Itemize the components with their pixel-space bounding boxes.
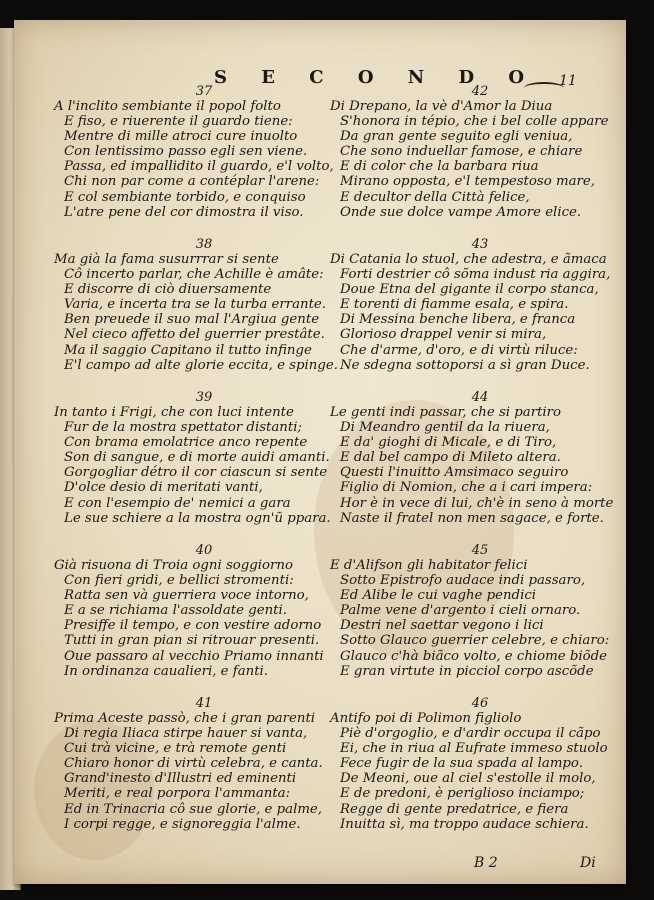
page-number: 11	[559, 73, 577, 89]
verse-line: In ordinanza caualieri, e fanti.	[64, 663, 269, 679]
verse-line: Chiaro honor di virtù celebra, e canta.	[64, 756, 323, 772]
verse-line: E'l campo ad alte glorie eccita, e spinge.	[64, 357, 338, 373]
verse-line: Varia, e incerta tra se la turba errante.	[64, 297, 327, 313]
verse-line: Con lentissimo passo egli sen viene.	[64, 144, 308, 160]
verse-line: E gran virtute in picciol corpo ascõde	[340, 663, 594, 679]
verse-line: E d'Alifson gli habitator felici	[330, 558, 528, 573]
stanza-number: 45	[471, 543, 489, 558]
verse-line: E da' gioghi di Micale, e di Tiro,	[340, 435, 557, 451]
verse-line: Son di sangue, e di morte auidi amanti.	[64, 450, 330, 466]
verse-line: Fur de la mostra spettator distanti;	[64, 420, 302, 436]
stanza-number: 39	[195, 390, 213, 405]
stanza-39	[54, 391, 354, 526]
verse-line: Forti destrier cô sõma indust ria aggira,	[340, 267, 611, 283]
verse-line: Ratta sen và guerriera voce intorno,	[64, 588, 309, 604]
verse-line: S'honora in tépio, che i bel colle appare	[340, 114, 609, 130]
gathering-signature: B 2	[474, 855, 498, 871]
verse-line: Naste il fratel non men sagace, e forte.	[340, 510, 604, 526]
verse-line: A l'inclito sembiante il popol folto	[54, 99, 281, 114]
verse-line: Sotto Epistrofo audace indi passaro,	[340, 573, 586, 589]
verse-line: Già risuona di Troia ogni soggiorno	[54, 558, 293, 573]
running-title: S E C O N D O	[214, 67, 539, 88]
verse-line: E torenti di fiamme esala, e spira.	[340, 297, 569, 313]
verse-line: Le sue schiere a la mostra ogn'ũ ppara.	[64, 510, 331, 526]
stanza-45	[330, 544, 630, 679]
verse-line: Nel cieco affetto del guerrier prestâte.	[64, 327, 325, 343]
verse-line: Ed in Trinacria cô sue glorie, e palme,	[64, 801, 323, 817]
verse-line: E dal bel campo di Mileto altera.	[340, 450, 561, 466]
verse-line: E discorre di ciò diuersamente	[64, 282, 272, 298]
verse-line: Grand'inesto d'Illustri ed eminenti	[64, 771, 297, 787]
stanza-number: 41	[195, 696, 213, 711]
stanza-38	[54, 238, 354, 373]
verse-line: Meriti, e real porpora l'ammanta:	[64, 786, 291, 802]
verse-line: Gorgogliar détro il cor ciascun si sente	[64, 465, 328, 481]
stanza-number: 40	[195, 543, 213, 558]
verse-line: E de predoni, è periglioso inciampo;	[340, 786, 585, 802]
verse-line: Chi non par come a contéplar l'arene:	[64, 174, 320, 190]
verse-line: Palme vene d'argento i cieli ornaro.	[340, 603, 581, 619]
verse-line: E fiso, e riuerente il guardo tiene:	[64, 114, 293, 130]
verse-line: Di regia Iliaca stirpe hauer si vanta,	[64, 726, 308, 742]
verse-line: Che d'arme, d'oro, e di virtù riluce:	[340, 342, 578, 358]
verse-line: Questi l'inuitto Amsimaco seguiro	[340, 465, 569, 481]
verse-line: Mentre di mille atroci cure inuolto	[64, 129, 298, 145]
catchword: Di	[580, 855, 596, 871]
verse-line: Mirano opposta, e'l tempestoso mare,	[340, 174, 595, 190]
verse-line: Ma già la fama susurrrar si sente	[54, 252, 279, 267]
verse-line: Ne sdegna sottoporsi a sì gran Duce.	[340, 357, 590, 373]
verse-line: De Meoni, oue al ciel s'estolle il molo,	[340, 771, 596, 787]
verse-line: L'atre pene del cor dimostra il viso.	[64, 204, 304, 220]
stanza-43	[330, 238, 630, 373]
verse-line: Tutti in gran pian si ritrouar presenti.	[64, 633, 320, 649]
stanza-number: 46	[471, 696, 489, 711]
verse-line: Le genti indi passar, che si partiro	[330, 405, 562, 420]
verse-line: Destri nel saettar vegono i lici	[340, 618, 544, 634]
verse-line: E a se richiama l'assoldate genti.	[64, 603, 287, 619]
verse-line: E di color che la barbara riua	[340, 159, 539, 175]
stanza-number: 42	[471, 84, 489, 99]
verse-line: Fece fugir de la sua spada al lampo.	[340, 756, 583, 772]
verse-line: Hor è in vece di lui, ch'è in seno à morte	[340, 495, 614, 511]
verse-line: Glorioso drappel venir si mira,	[340, 327, 547, 343]
verse-line: Inuitta sì, ma troppo audace schiera.	[340, 816, 589, 832]
stanza-46	[330, 697, 630, 832]
stanza-number: 37	[195, 84, 213, 99]
verse-line: Onde sue dolce vampe Amore elice.	[340, 204, 582, 220]
stanza-37	[54, 85, 354, 220]
verse-line: Di Drepano, la vè d'Amor la Diua	[330, 99, 553, 114]
verse-line: Cui trà vicine, e trà remote genti	[64, 741, 287, 757]
verse-line: Di Messina benche libera, e franca	[340, 312, 576, 328]
verse-line: Con fieri gridi, e bellici stromenti:	[64, 573, 294, 589]
stanza-number: 38	[195, 237, 213, 252]
verse-line: Di Catania lo stuol, che adestra, e ãmaca	[330, 252, 607, 267]
verse-line: Doue Etna del gigante il corpo stanca,	[340, 282, 599, 298]
verse-line: Da gran gente seguito egli veniua,	[340, 129, 573, 145]
verse-line: Regge di gente predatrice, e fiera	[340, 801, 569, 817]
stanza-number: 44	[471, 390, 489, 405]
verse-line: Presiffe il tempo, e con vestire adorno	[64, 618, 322, 634]
verse-line: Con brama emolatrice anco repente	[64, 435, 308, 451]
verse-line: Ma il saggio Capitano il tutto infinge	[64, 342, 312, 358]
verse-line: Ben preuede il suo mal l'Argiua gente	[64, 312, 320, 328]
verse-line: Sotto Glauco guerrier celebre, e chiaro:	[340, 633, 610, 649]
verse-line: Piè d'orgoglio, e d'ardir occupa il cãpo	[340, 726, 601, 742]
stanza-44	[330, 391, 630, 526]
verse-line: Ed Alibe le cui vaghe pendici	[340, 588, 537, 604]
stanza-40	[54, 544, 354, 679]
verse-line: E decultor della Città felice,	[340, 189, 530, 205]
stanza-42	[330, 85, 630, 220]
verse-line: I corpi regge, e signoreggia l'alme.	[64, 816, 301, 832]
verse-line: Figlio di Nomion, che a i cari impera:	[340, 480, 593, 496]
stanza-number: 43	[471, 237, 489, 252]
verse-line: Che sono induellar famose, e chiare	[340, 144, 583, 160]
book-page	[14, 20, 626, 884]
verse-line: Di Meandro gentil da la riuera,	[340, 420, 550, 436]
verse-line: D'olce desio di meritati vanti,	[64, 480, 263, 496]
verse-line: Cô incerto parlar, che Achille è amâte:	[64, 267, 324, 283]
verse-line: Oue passaro al vecchio Priamo innanti	[64, 648, 324, 664]
verse-line: Prima Aceste passò, che i gran parenti	[54, 711, 316, 726]
verse-line: In tanto i Frigi, che con luci intente	[54, 405, 294, 420]
verse-line: Antifo poi di Polimon figliolo	[330, 711, 522, 726]
verse-line: Passa, ed impallidito il guardo, e'l volto,	[64, 159, 334, 175]
verse-line: Ei, che in riua al Eufrate immeso stuolo	[340, 741, 608, 757]
verse-line: Glauco c'hà biãco volto, e chiome biõde	[340, 648, 608, 664]
stanza-41	[54, 697, 354, 832]
verse-line: E con l'esempio de' nemici a gara	[64, 495, 291, 511]
verse-line: E col sembiante torbido, e conquiso	[64, 189, 306, 205]
